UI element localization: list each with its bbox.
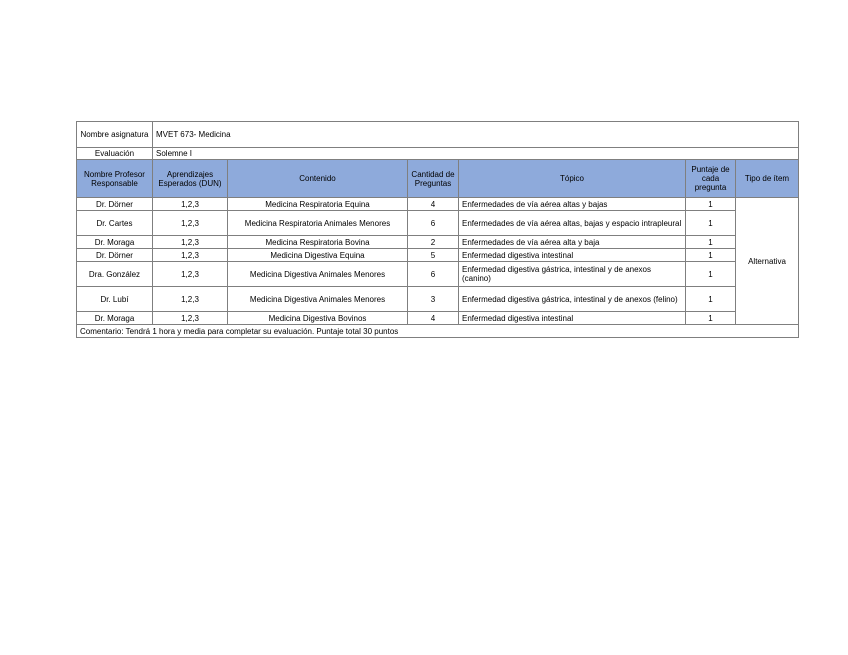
- cell-profesor: Dr. Moraga: [77, 312, 153, 325]
- cell-contenido: Medicina Respiratoria Equina: [228, 198, 408, 211]
- cell-topico: Enfermedad digestiva gástrica, intestinal y de anexos (canino): [459, 262, 686, 287]
- table-row: [77, 236, 799, 249]
- evaluation-value: Solemne I: [153, 148, 799, 160]
- table-row: [77, 198, 799, 211]
- cell-profesor: Dra. González: [77, 262, 153, 287]
- cell-contenido: Medicina Respiratoria Animales Menores: [228, 211, 408, 236]
- cell-contenido: Medicina Respiratoria Bovina: [228, 236, 408, 249]
- cell-topico: Enfermedad digestiva gástrica, intestinal y de anexos (felino): [459, 287, 686, 312]
- cell-topico: Enfermedades de vía aérea alta y baja: [459, 236, 686, 249]
- table-row: [77, 287, 799, 312]
- cell-cantidad: 3: [408, 287, 459, 312]
- cell-puntaje: 1: [686, 249, 736, 262]
- cell-aprendizajes: 1,2,3: [153, 287, 228, 312]
- cell-puntaje: 1: [686, 287, 736, 312]
- cell-puntaje: 1: [686, 262, 736, 287]
- evaluation-table: [76, 121, 799, 338]
- cell-cantidad: 6: [408, 262, 459, 287]
- cell-aprendizajes: 1,2,3: [153, 211, 228, 236]
- subject-value: MVET 673- Medicina: [153, 122, 799, 148]
- table-row: [77, 211, 799, 236]
- cell-puntaje: 1: [686, 312, 736, 325]
- cell-contenido: Medicina Digestiva Bovinos: [228, 312, 408, 325]
- cell-tipo-item: Alternativa: [736, 198, 799, 325]
- cell-aprendizajes: 1,2,3: [153, 262, 228, 287]
- cell-cantidad: 4: [408, 312, 459, 325]
- header-row: [77, 160, 799, 198]
- cell-contenido: Medicina Digestiva Animales Menores: [228, 287, 408, 312]
- cell-aprendizajes: 1,2,3: [153, 236, 228, 249]
- evaluation-label: Evaluación: [77, 148, 153, 160]
- cell-puntaje: 1: [686, 211, 736, 236]
- cell-cantidad: 2: [408, 236, 459, 249]
- subject-label: Nombre asignatura: [77, 122, 153, 148]
- header-profesor: Nombre Profesor Responsable: [77, 160, 153, 198]
- cell-cantidad: 6: [408, 211, 459, 236]
- cell-profesor: Dr. Cartes: [77, 211, 153, 236]
- comment-row: [77, 325, 799, 338]
- table-row: [77, 312, 799, 325]
- table-row: [77, 262, 799, 287]
- cell-profesor: Dr. Dörner: [77, 249, 153, 262]
- cell-topico: Enfermedad digestiva intestinal: [459, 249, 686, 262]
- header-contenido: Contenido: [228, 160, 408, 198]
- cell-cantidad: 5: [408, 249, 459, 262]
- comment-text: Comentario: Tendrá 1 hora y media para completar su evaluación. Puntaje total 30 puntos: [77, 325, 799, 338]
- cell-topico: Enfermedades de vía aérea altas, bajas y espacio intrapleural: [459, 211, 686, 236]
- cell-cantidad: 4: [408, 198, 459, 211]
- cell-profesor: Dr. Lubí: [77, 287, 153, 312]
- header-puntaje: Puntaje de cada pregunta: [686, 160, 736, 198]
- cell-puntaje: 1: [686, 198, 736, 211]
- cell-aprendizajes: 1,2,3: [153, 312, 228, 325]
- cell-aprendizajes: 1,2,3: [153, 249, 228, 262]
- header-aprendizajes: Aprendizajes Esperados (DUN): [153, 160, 228, 198]
- header-topico: Tópico: [459, 160, 686, 198]
- header-cantidad: Cantidad de Preguntas: [408, 160, 459, 198]
- header-tipo: Tipo de ítem: [736, 160, 799, 198]
- cell-contenido: Medicina Digestiva Equina: [228, 249, 408, 262]
- cell-profesor: Dr. Dörner: [77, 198, 153, 211]
- cell-topico: Enfermedades de vía aérea altas y bajas: [459, 198, 686, 211]
- evaluation-table-sheet: [76, 121, 798, 338]
- evaluation-row: [77, 148, 799, 160]
- cell-contenido: Medicina Digestiva Animales Menores: [228, 262, 408, 287]
- table-row: [77, 249, 799, 262]
- cell-topico: Enfermedad digestiva intestinal: [459, 312, 686, 325]
- cell-profesor: Dr. Moraga: [77, 236, 153, 249]
- cell-aprendizajes: 1,2,3: [153, 198, 228, 211]
- subject-row: [77, 122, 799, 148]
- cell-puntaje: 1: [686, 236, 736, 249]
